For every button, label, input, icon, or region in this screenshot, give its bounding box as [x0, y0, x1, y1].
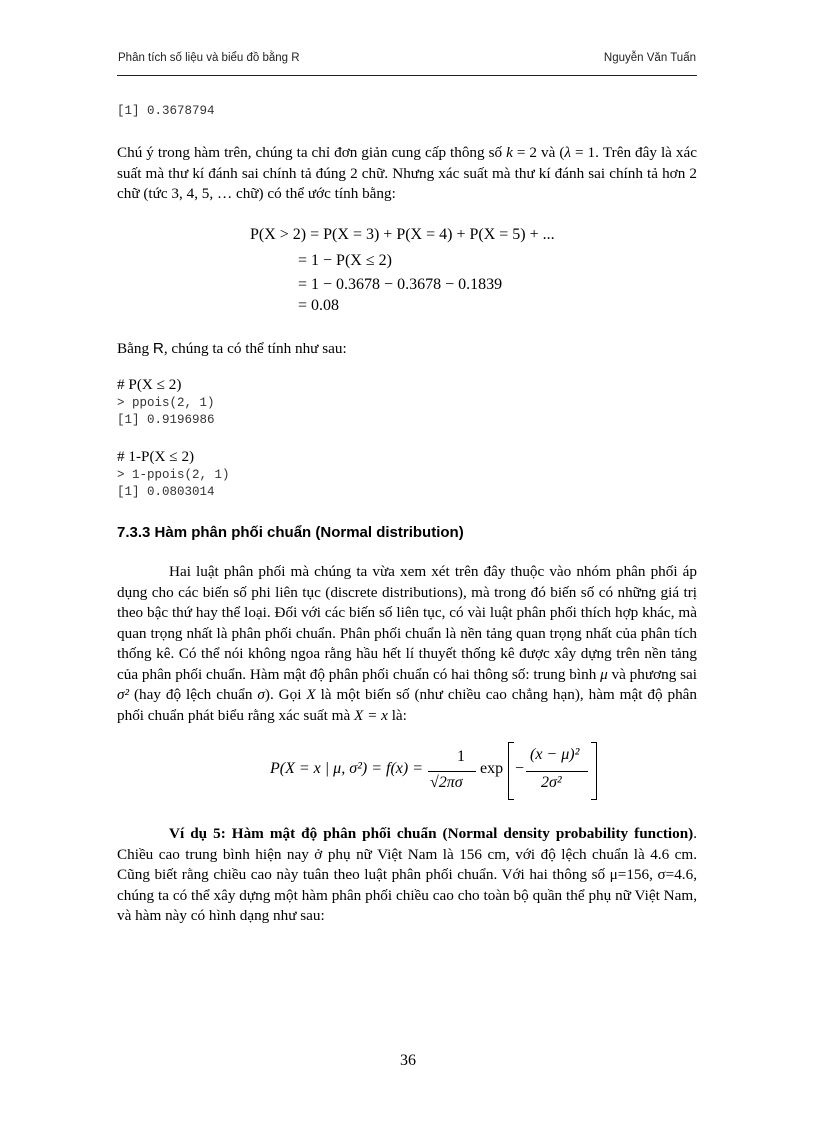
inner-numerator: (x − μ)² [530, 746, 580, 763]
example-title: Ví dụ 5: Hàm mật độ phân phối chuẩn (Normal density probability function) [169, 825, 694, 842]
fraction-numerator: 1 [457, 748, 465, 765]
r-output-1: [1] 0.3678794 [117, 104, 215, 118]
math-X: X [306, 686, 316, 703]
right-bracket [591, 742, 597, 800]
equation-line-3: = 1 − 0.3678 − 0.3678 − 0.1839 [298, 276, 503, 293]
text-span: (hay độ lệch chuẩn [129, 686, 258, 703]
fraction-denominator: √2πσ [430, 774, 463, 791]
paragraph-normal-intro [117, 562, 697, 726]
running-header-author: Nguyễn Văn Tuấn [603, 52, 696, 64]
math-k: k [506, 144, 513, 161]
text-span: và phương sai [607, 665, 697, 683]
text-span: Hai luật phân phối mà chúng ta vừa xem xét trên đây thuộc vào nhóm phân phối áp dụng cho các biến số phi liên tục (discrete distributions), mà trong đó biến số có những giá trị theo bậc thứ hay thể loại. Đối với các biến số liên tục, có vài luật phân phối thích hợp khác, mà quan trọng nhất là phân phối chuẩn. Phân phối chuẩn là nền tảng quan trọng nhất của phân tích thống kê. Có thể nói không ngoa rằng hầu hết lí thuyết thống kê được xây dựng trên nền tảng của phân phối chuẩn. Hàm mật độ phân phối chuẩn có hai thông số: trung bình [117, 563, 697, 683]
text-span: . Chiều cao trung bình hiện nay ở phụ nữ Việt Nam là 156 cm, với độ lệch chuẩn là 4.6 cm. Cũng biết rằng chiều cao này tuân theo luật phân phối chuẩn. Với hai thông số μ=156, σ=4.6, chúng ta có thể xây dựng một hàm phân phối chiều cao cho toàn bộ quần thể phụ nữ Việt Nam, và hàm này có hình dạng như sau: [117, 825, 697, 924]
minus-sign: − [515, 760, 525, 777]
math-sigma-squared: σ² [117, 686, 130, 703]
math-lambda: λ [564, 144, 571, 161]
page-number: 36 [400, 1052, 416, 1069]
paragraph-example-5 [117, 824, 697, 927]
paragraph-compute-in-r [117, 340, 347, 358]
text-span: , chúng ta có thể tính như sau: [163, 340, 347, 357]
inner-fraction-bar [526, 771, 588, 772]
equation-line-1: P(X > 2) = P(X = 3) + P(X = 4) + P(X = 5) + ... [250, 226, 555, 243]
paragraph-poisson-note [117, 143, 697, 205]
text-span: là một biến số (như chiều cao chẳng hạn), hàm mật độ phân phối chuẩn phát biểu rằng xác suất mà [117, 686, 697, 724]
left-bracket [508, 742, 514, 800]
math-sigma: σ [257, 686, 265, 703]
r-code-1-minus-ppois: > 1-ppois(2, 1) [1] 0.0803014 [117, 468, 230, 499]
math-mu: μ [600, 665, 608, 683]
inner-denominator: 2σ² [541, 774, 562, 791]
r-label: R [152, 340, 164, 357]
text-span: ). Gọi [264, 686, 307, 703]
r-code-ppois: > ppois(2, 1) [1] 0.9196986 [117, 396, 215, 427]
exp-label: exp [480, 760, 504, 777]
equation-line-4: = 0.08 [298, 297, 340, 314]
text-span: là: [387, 706, 407, 724]
comment-p-x-le-2: # P(X ≤ 2) [117, 376, 182, 393]
running-header-title: Phân tích số liệu và biểu đồ bằng R [118, 52, 300, 64]
fraction-bar [428, 771, 476, 772]
comment-1-minus-p: # 1-P(X ≤ 2) [117, 448, 195, 465]
text-span: = 1. Trên đây là xác suất mà thư kí đánh sai chính tả đúng 2 chữ. Nhưng xác suất mà thư kí đánh sai chính tả hơn 2 chữ (tức 3, 4, 5, … chữ) có thể ước tính bằng: [117, 144, 697, 202]
text-span: Chú ý trong hàm trên, chúng ta chỉ đơn giản cung cấp thông số [117, 144, 507, 161]
section-heading-normal-distribution: 7.3.3 Hàm phân phối chuẩn (Normal distribution) [117, 524, 464, 541]
header-rule [117, 75, 697, 76]
normal-density-formula [270, 746, 610, 806]
text-span: = 2 và ( [512, 144, 565, 161]
text-span: Bằng [117, 340, 153, 357]
equation-line-2: = 1 − P(X ≤ 2) [298, 252, 392, 269]
math-X-equals-x: X = x [354, 706, 388, 724]
formula-lhs: P(X = x | μ, σ²) = f(x) = [270, 760, 424, 777]
